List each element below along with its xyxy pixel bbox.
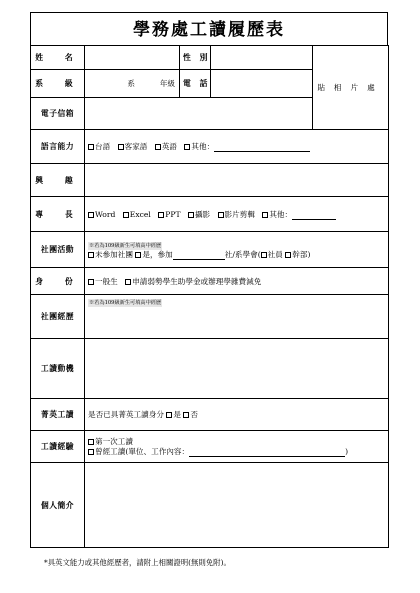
- club-note: ※若為109級新生可填高中經歷: [89, 242, 162, 249]
- email-field[interactable]: [85, 98, 313, 130]
- checkbox-icon: [88, 279, 94, 285]
- identity-option-aid[interactable]: 申請弱勢學生助學金或辦理學雜費減免: [125, 277, 261, 286]
- elite-label: 菁英工讀: [31, 399, 85, 431]
- elite-field: [85, 399, 389, 431]
- club-option-none[interactable]: 未參加社團: [88, 250, 133, 259]
- work-exp-line[interactable]: [189, 456, 345, 457]
- checkbox-icon: [88, 439, 94, 445]
- checkbox-icon: [88, 144, 94, 150]
- gender-label: 性 別: [180, 46, 211, 70]
- club-exp-note: ※若為109級新生可填高中經歷: [89, 300, 162, 306]
- language-option-taiwanese[interactable]: 台語: [88, 142, 110, 151]
- skill-option-other[interactable]: 其他：: [262, 210, 336, 219]
- footnote: *具英文能力或其他經歷者，請附上相關證明(無則免附)。: [44, 558, 231, 567]
- phone-field[interactable]: [211, 70, 313, 98]
- identity-option-general[interactable]: 一般生: [88, 277, 118, 286]
- checkbox-icon: [261, 252, 267, 258]
- checkbox-icon: [135, 252, 141, 258]
- checkbox-icon: [88, 212, 94, 218]
- club-name-line[interactable]: [173, 259, 225, 260]
- club-exp-label: 社團經歷: [31, 295, 85, 339]
- club-activity-field: [85, 232, 389, 268]
- work-exp-option-past[interactable]: 曾經工讀(單位、工作內容： ): [88, 447, 385, 457]
- checkbox-icon: [184, 144, 190, 150]
- skill-option-word[interactable]: Word: [88, 210, 115, 219]
- work-exp-label: 工讀經驗: [31, 431, 85, 463]
- dept-label: 系 級: [31, 70, 85, 98]
- language-options: [85, 130, 389, 164]
- skill-option-ppt[interactable]: PPT: [158, 210, 180, 219]
- elite-option-yes[interactable]: 是: [166, 410, 181, 419]
- skills-other-line[interactable]: [292, 219, 336, 220]
- language-label: 語言能力: [31, 130, 85, 164]
- language-option-other[interactable]: 其他：: [184, 142, 310, 151]
- dept-suffix: 系: [127, 79, 135, 88]
- identity-label: 身 份: [31, 268, 85, 295]
- language-option-english[interactable]: 英語: [155, 142, 177, 151]
- dept-field[interactable]: [85, 70, 180, 98]
- photo-area[interactable]: 貼相片處: [313, 46, 389, 130]
- grade-suffix: 年級: [159, 79, 175, 88]
- motivation-label: 工讀動機: [31, 339, 85, 399]
- checkbox-icon: [88, 449, 94, 455]
- checkbox-icon: [123, 212, 129, 218]
- intro-label: 個人簡介: [31, 463, 85, 548]
- gender-field[interactable]: [211, 46, 313, 70]
- interest-field[interactable]: [85, 164, 389, 197]
- checkbox-icon: [118, 144, 124, 150]
- form-title: 學務處工讀履歷表: [30, 12, 388, 46]
- email-label: 電子信箱: [31, 98, 85, 130]
- elite-question: 是否已具菁英工讀身分: [88, 410, 164, 419]
- skills-options: [85, 197, 389, 232]
- skill-option-video-editing[interactable]: 影片剪輯: [218, 210, 255, 219]
- club-role-officer[interactable]: 幹部): [285, 250, 310, 259]
- club-exp-field[interactable]: [85, 295, 389, 339]
- name-field[interactable]: [85, 46, 180, 70]
- checkbox-icon: [88, 252, 94, 258]
- interest-label: 興 趣: [31, 164, 85, 197]
- club-activity-label: 社團活動: [31, 232, 85, 268]
- resume-form: [30, 12, 388, 548]
- motivation-field[interactable]: [85, 339, 389, 399]
- club-suffix: 社/系學會(: [224, 249, 261, 259]
- checkbox-icon: [218, 212, 224, 218]
- checkbox-icon: [188, 212, 194, 218]
- checkbox-icon: [285, 252, 291, 258]
- work-exp-option-first[interactable]: 第一次工讀: [88, 437, 385, 447]
- language-other-line[interactable]: [214, 151, 310, 152]
- checkbox-icon: [166, 412, 172, 418]
- phone-label: 電 話: [180, 70, 211, 98]
- checkbox-icon: [183, 412, 189, 418]
- form-table: [30, 45, 389, 548]
- name-label: 姓 名: [31, 46, 85, 70]
- skills-label: 專 長: [31, 197, 85, 232]
- identity-options: [85, 268, 389, 295]
- skill-option-excel[interactable]: Excel: [123, 210, 151, 219]
- checkbox-icon: [155, 144, 161, 150]
- club-role-member[interactable]: 社員: [261, 250, 283, 259]
- checkbox-icon: [125, 279, 131, 285]
- intro-field[interactable]: [85, 463, 389, 548]
- language-option-hakka[interactable]: 客家語: [118, 142, 148, 151]
- work-exp-field: [85, 431, 389, 463]
- club-option-yes[interactable]: 是，參加: [135, 250, 172, 259]
- checkbox-icon: [262, 212, 268, 218]
- elite-option-no[interactable]: 否: [183, 410, 198, 419]
- checkbox-icon: [158, 212, 164, 218]
- skill-option-photography[interactable]: 攝影: [188, 210, 210, 219]
